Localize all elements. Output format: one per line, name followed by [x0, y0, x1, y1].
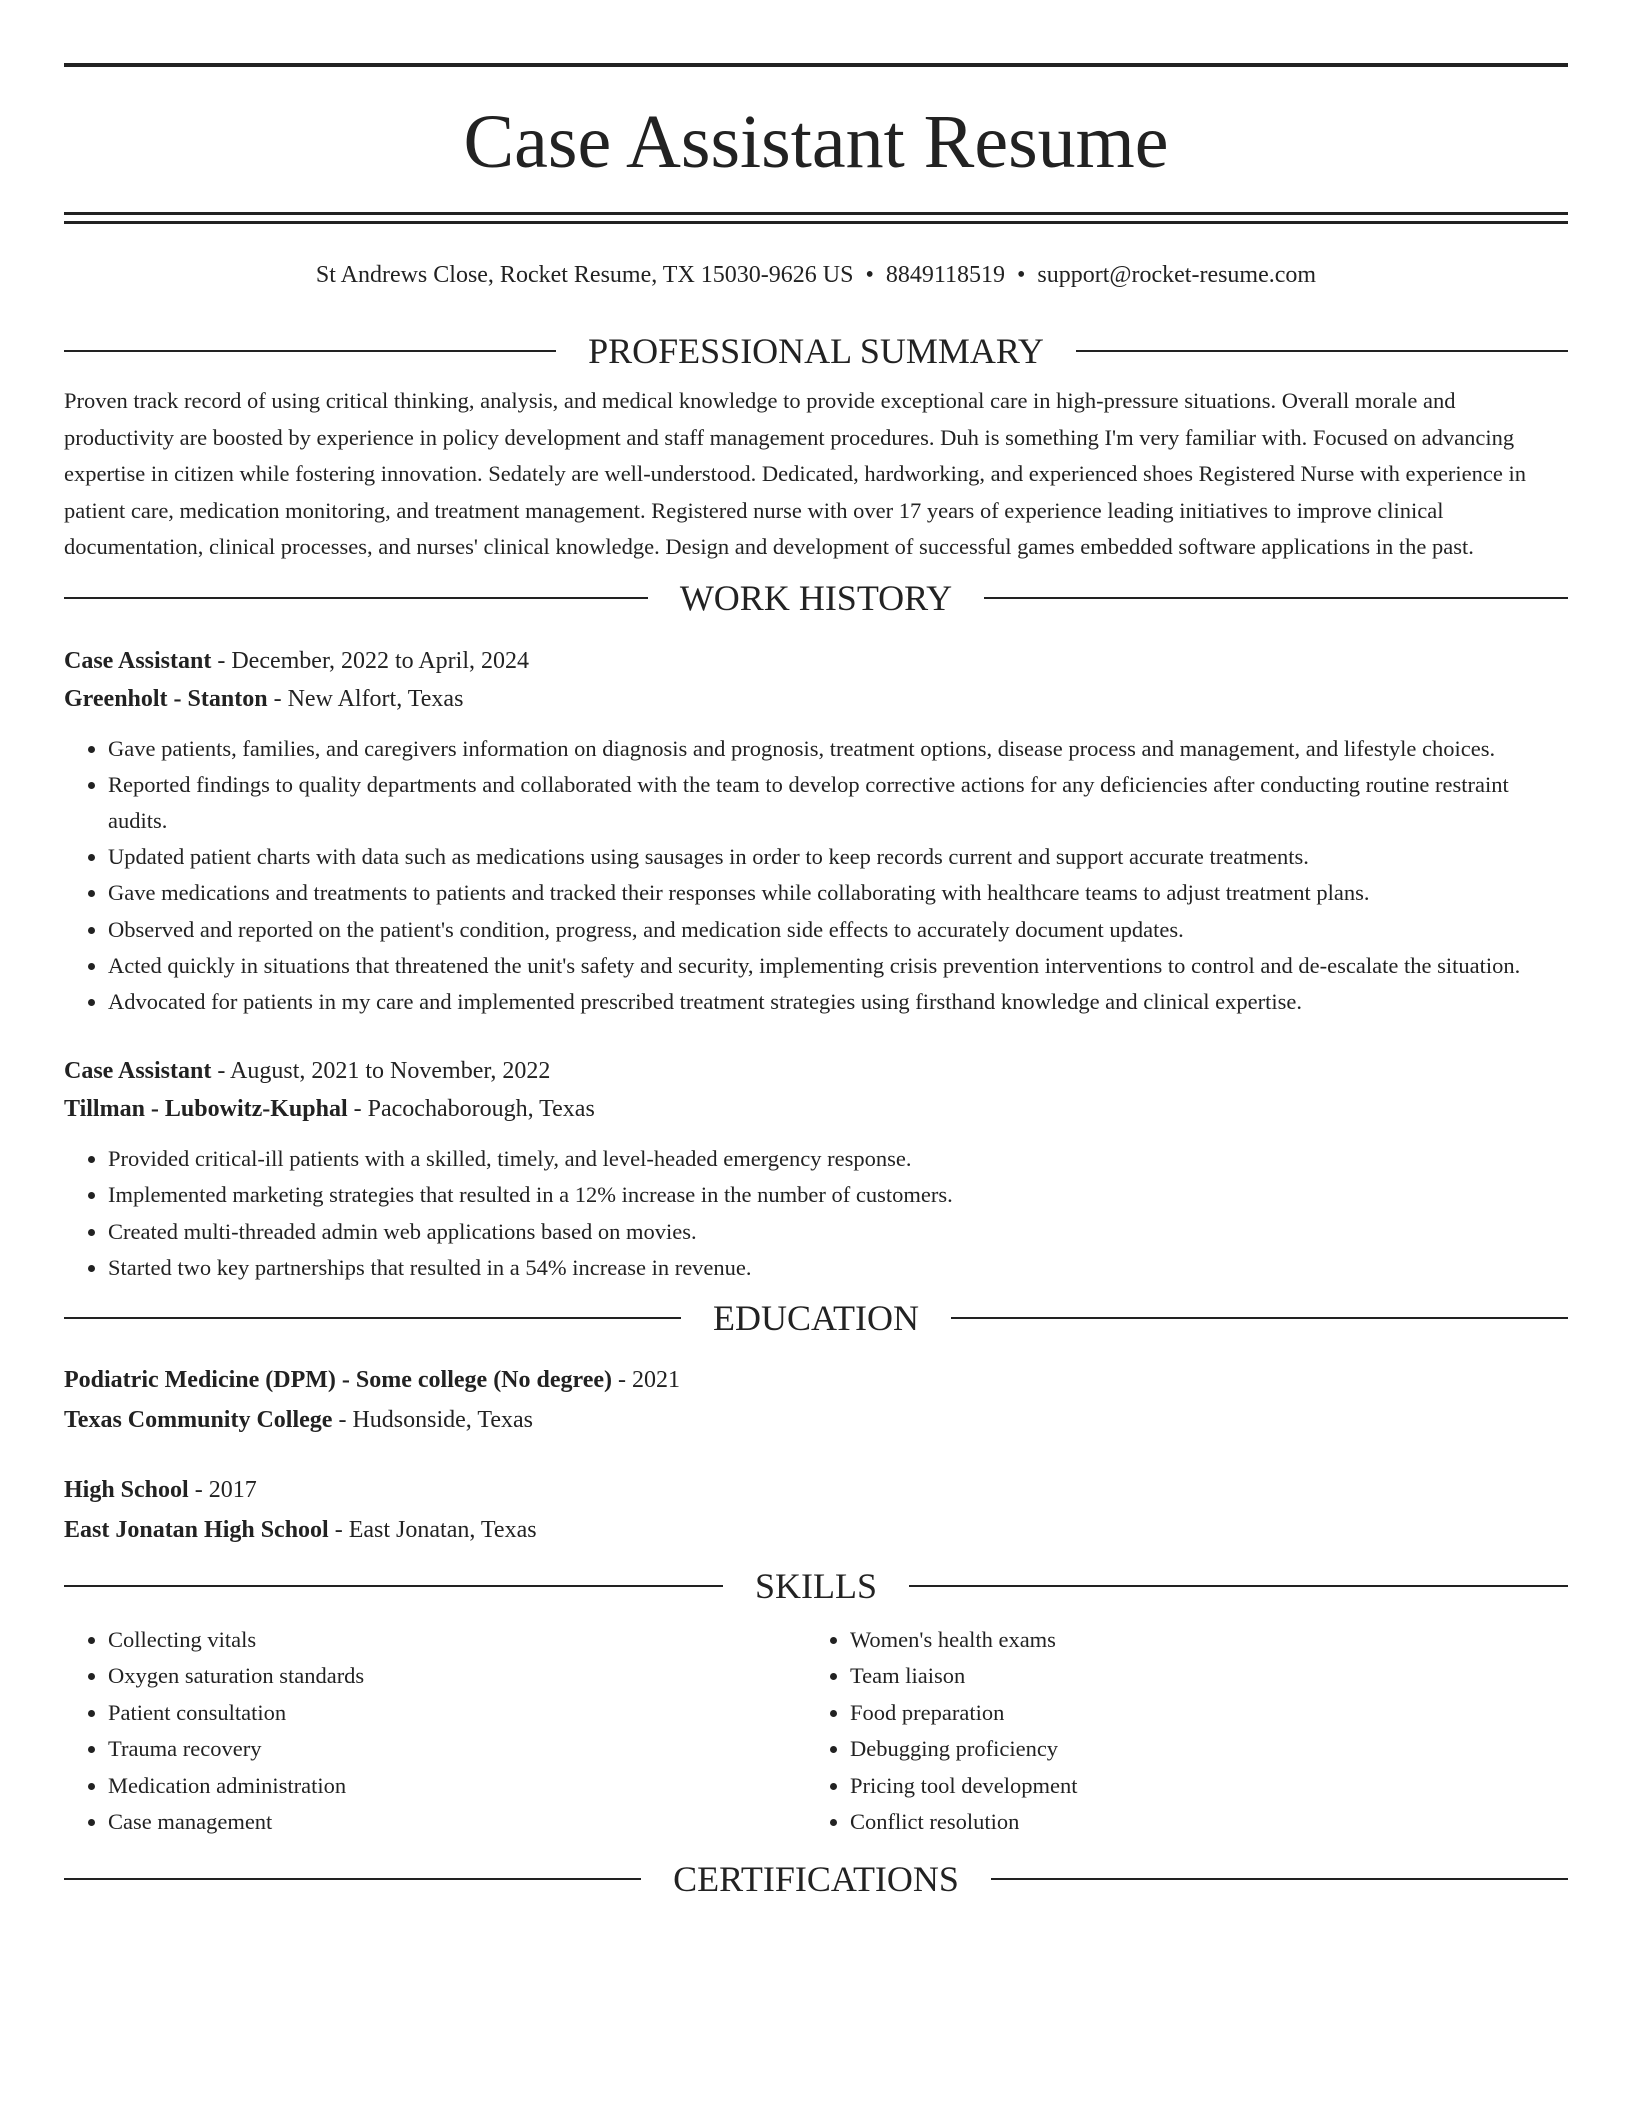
job-bullet: • Updated patient charts with data such as medications using sausages in order to keep records current and support accurate treatments. [108, 839, 1568, 875]
heading-rule [64, 1878, 641, 1880]
education-school-line [64, 1400, 1568, 1440]
skill-item: • Pricing tool development [850, 1768, 1548, 1805]
education-school: Texas Community College [64, 1406, 333, 1433]
job-location: - New Alfort, Texas [267, 685, 464, 712]
heading-rule [991, 1878, 1568, 1880]
title-rule-lower [64, 221, 1568, 224]
education-school-line [64, 1510, 1568, 1550]
education-degree: High School [64, 1476, 189, 1503]
job-bullets [64, 731, 1568, 1021]
job-title-line [64, 1052, 1568, 1090]
skill-item: • Debugging proficiency [850, 1731, 1548, 1768]
heading-rule [1076, 350, 1568, 352]
skill-item: • Trauma recovery [108, 1731, 806, 1768]
education-school: East Jonatan High School [64, 1516, 329, 1543]
heading-rule [951, 1317, 1568, 1319]
education-entry [64, 1360, 1568, 1440]
skills-list-right [806, 1622, 1548, 1841]
education-degree: Podiatric Medicine (DPM) - Some college (No degree) [64, 1366, 613, 1393]
section-heading-education [64, 1298, 1568, 1338]
contact-address: St Andrews Close, Rocket Resume, TX 15030-9626 US [315, 262, 854, 288]
education-location: - East Jonatan, Texas [328, 1516, 537, 1543]
education-year: - 2017 [188, 1476, 257, 1503]
section-heading-skills [64, 1566, 1568, 1606]
skill-item: • Medication administration [108, 1768, 806, 1805]
top-rule [64, 63, 1568, 67]
heading-rule [64, 350, 556, 352]
job-bullet: • Implemented marketing strategies that resulted in a 12% increase in the number of customers. [108, 1177, 1568, 1213]
heading-rule [984, 597, 1568, 599]
job-company-line [64, 1090, 1568, 1128]
education-entry [64, 1470, 1568, 1550]
contact-email: support@rocket-resume.com [1037, 262, 1317, 288]
contact-line [64, 260, 1568, 290]
job-bullet: • Gave medications and treatments to patients and tracked their responses while collaborating with healthcare teams to adjust treatment plans. [108, 875, 1568, 911]
job-bullet: • Provided critical-ill patients with a skilled, timely, and level-headed emergency response. [108, 1141, 1568, 1177]
skill-item: • Collecting vitals [108, 1622, 806, 1659]
job-title-line [64, 642, 1568, 680]
contact-phone: 8849118519 [885, 262, 1005, 288]
job-bullet: • Acted quickly in situations that threatened the unit's safety and security, implementing crisis prevention interventions to control and de-escalate the situation. [108, 948, 1568, 984]
heading-rule [64, 1585, 723, 1587]
education-degree-line [64, 1470, 1568, 1510]
section-title: EDUCATION [713, 1297, 919, 1338]
job-dates: - December, 2022 to April, 2024 [211, 647, 529, 674]
job-bullet: • Reported findings to quality departments and collaborated with the team to develop corrective actions for any deficiencies after conducting routine restraint audits. [108, 767, 1568, 839]
job-dates: - August, 2021 to November, 2022 [211, 1058, 551, 1085]
job-entry [64, 1052, 1568, 1286]
job-bullet: • Advocated for patients in my care and implemented prescribed treatment strategies using firsthand knowledge and clinical expertise. [108, 984, 1568, 1020]
education-year: - 2021 [612, 1366, 681, 1393]
heading-rule [64, 597, 648, 599]
skill-item: • Women's health exams [850, 1622, 1548, 1659]
heading-rule [909, 1585, 1568, 1587]
section-heading-work-history [64, 578, 1568, 618]
contact-separator: • [1016, 262, 1026, 288]
job-title: Case Assistant [64, 1058, 212, 1085]
job-company-line [64, 680, 1568, 718]
section-title: PROFESSIONAL SUMMARY [588, 331, 1044, 371]
section-heading-certifications [64, 1859, 1568, 1899]
skill-item: • Patient consultation [108, 1695, 806, 1732]
skill-item: • Case management [108, 1804, 806, 1841]
education-location: - Hudsonside, Texas [332, 1406, 533, 1433]
section-title: WORK HISTORY [679, 577, 953, 618]
job-bullets [64, 1141, 1568, 1286]
section-heading-summary [64, 331, 1568, 371]
section-title: CERTIFICATIONS [673, 1858, 959, 1899]
job-company: Tillman - Lubowitz-Kuphal [64, 1096, 348, 1123]
title-rule-upper [64, 212, 1568, 215]
contact-separator: • [865, 262, 874, 288]
job-location: - Pacochaborough, Texas [347, 1096, 595, 1123]
skill-item: • Oxygen saturation standards [108, 1658, 806, 1695]
education-degree-line [64, 1360, 1568, 1400]
skills-list-left [64, 1622, 806, 1841]
job-title: Case Assistant [64, 647, 212, 674]
job-company: Greenholt - Stanton [64, 685, 268, 712]
job-bullet: • Created multi-threaded admin web applications based on movies. [108, 1214, 1568, 1250]
resume-title: Case Assistant Resume [463, 100, 1169, 184]
resume-page [64, 0, 1568, 1899]
section-title: SKILLS [755, 1565, 878, 1606]
skill-item: • Team liaison [850, 1658, 1548, 1695]
skills-columns [64, 1622, 1568, 1841]
job-bullet: • Observed and reported on the patient's condition, progress, and medication side effects to accurately document updates. [108, 912, 1568, 948]
skill-item: • Food preparation [850, 1695, 1548, 1732]
skill-item: • Conflict resolution [850, 1804, 1548, 1841]
job-bullet: • Gave patients, families, and caregivers information on diagnosis and prognosis, treatment options, disease process and management, and lifestyle choices. [108, 731, 1568, 767]
job-bullet: • Started two key partnerships that resulted in a 54% increase in revenue. [108, 1250, 1568, 1286]
job-entry [64, 642, 1568, 1021]
heading-rule [64, 1317, 681, 1319]
summary-paragraph: Proven track record of using critical thinking, analysis, and medical knowledge to provide exceptional care in high-pressure situations. Overall morale and productivity are boosted by experience in policy development and staff management procedures. Duh is something I'm very familiar with. Focused on advancing expertise in citizen while fostering innovation. Sedately are well-understood. Dedicated, hardworking, and experienced shoes Registered Nurse with experience in patient care, medication monitoring, and treatment management. Registered nurse with over 17 years of experience leading initiatives to improve clinical documentation, clinical processes, and nurses' clinical knowledge. Design and development of successful games embedded software applications in the past. [64, 388, 1527, 559]
